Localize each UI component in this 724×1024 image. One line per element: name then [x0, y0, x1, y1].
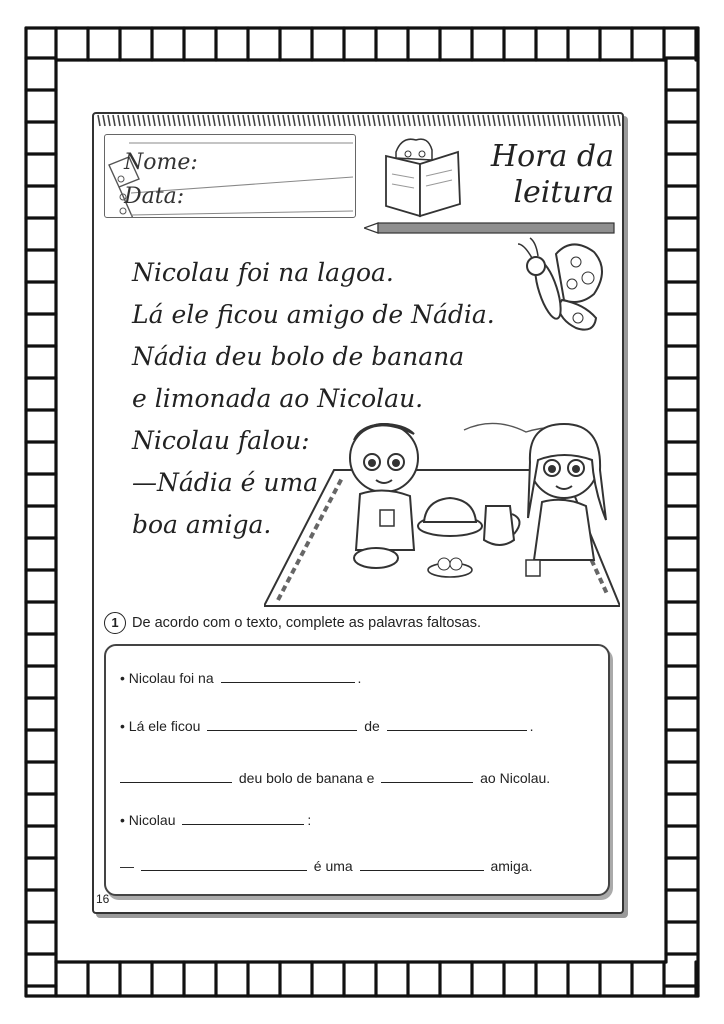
answer-text: de [364, 718, 380, 734]
story-line: Nádia deu bolo de banana [132, 342, 465, 371]
answer-text: é uma [313, 858, 353, 874]
answer-line-2 [120, 716, 534, 734]
blank-field[interactable] [141, 856, 307, 871]
story-line: e limonada ao Nicolau. [132, 384, 424, 413]
title-line-1: Hora da [490, 139, 614, 174]
answer-line-5 [120, 856, 533, 874]
story-line: Nicolau foi na lagoa. [132, 258, 394, 287]
answer-text: ao Nicolau. [480, 770, 551, 786]
blank-field[interactable] [221, 668, 355, 683]
answer-text: : [307, 812, 312, 828]
page-number: 16 [96, 892, 110, 906]
blank-field[interactable] [182, 810, 304, 825]
date-label: Data: [124, 184, 185, 209]
answer-text: • Nicolau [120, 812, 176, 828]
answer-text: • Lá ele ficou [120, 718, 201, 734]
blank-field[interactable] [207, 716, 357, 731]
spiral-binding [94, 114, 622, 128]
answer-text: amiga. [490, 858, 533, 874]
answer-text: . [529, 718, 534, 734]
answer-line-3 [120, 768, 550, 786]
story-line: boa amiga. [132, 510, 272, 539]
exercise-number: 1 [104, 612, 126, 634]
answer-line-4 [120, 810, 311, 828]
picnic-illustration [264, 410, 620, 610]
blank-field[interactable] [120, 768, 232, 783]
answer-text: . [357, 670, 362, 686]
answer-text: deu bolo de banana e [238, 770, 375, 786]
blank-field[interactable] [381, 768, 473, 783]
answer-text: • Nicolau foi na [120, 670, 214, 686]
open-book-icon [380, 134, 464, 220]
story-line: Nicolau falou: [132, 426, 310, 455]
instruction-text: De acordo com o texto, complete as palavras faltosas. [132, 615, 481, 631]
exercise-instruction [104, 612, 604, 634]
answer-line-1 [120, 668, 361, 686]
notebook-page [92, 112, 624, 914]
blank-field[interactable] [387, 716, 527, 731]
name-label: Nome: [124, 150, 198, 175]
story-line: —Nádia é uma [132, 468, 319, 497]
answer-text: — [120, 858, 134, 874]
answer-box [104, 644, 610, 896]
blank-field[interactable] [360, 856, 484, 871]
story-line: Lá ele ficou amigo de Nádia. [132, 300, 495, 329]
pencil-icon [364, 222, 616, 234]
title-line-2: leitura [513, 175, 614, 210]
